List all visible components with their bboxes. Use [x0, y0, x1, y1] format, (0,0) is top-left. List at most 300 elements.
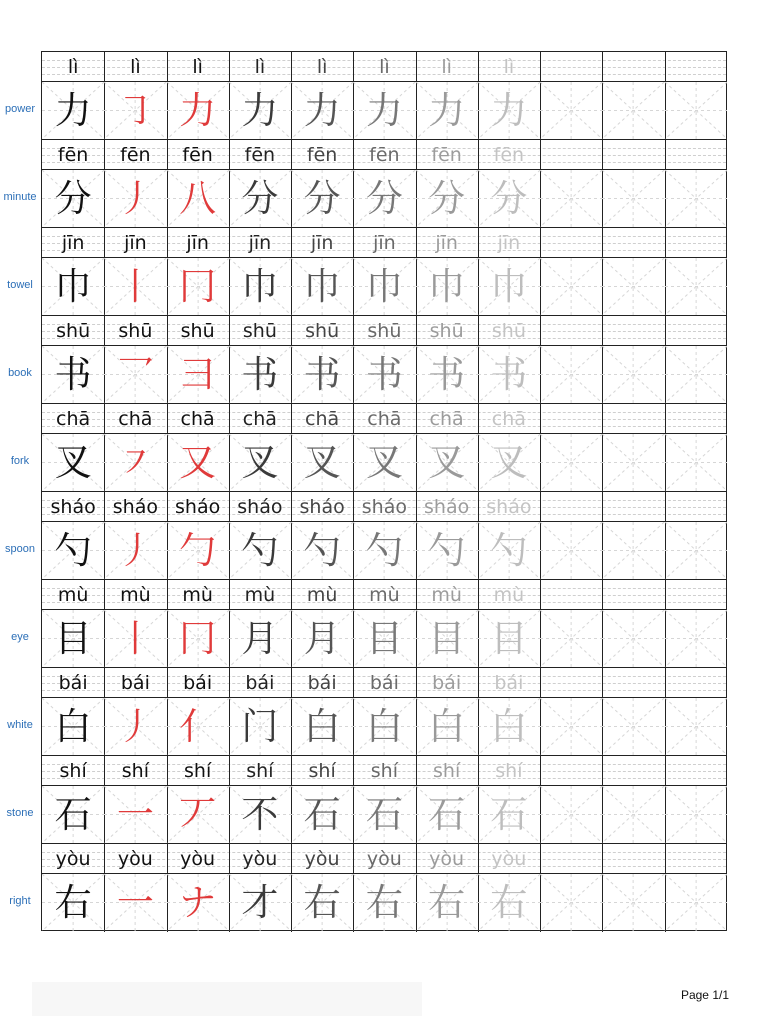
- stroke-step: 力: [241, 89, 279, 132]
- stroke-step-cell: [291, 874, 353, 931]
- meaning-label: power: [5, 102, 35, 115]
- stroke-step-cell: [416, 346, 478, 403]
- stroke-step: 月: [303, 617, 341, 660]
- pinyin-empty: [540, 668, 602, 698]
- pinyin-text: shū: [305, 320, 340, 342]
- pinyin-text: shí: [495, 760, 523, 782]
- practice-grid: [41, 51, 727, 931]
- pinyin-empty: [602, 492, 664, 522]
- practice-empty-cell: [665, 258, 727, 315]
- model-character: 目: [54, 617, 92, 660]
- stroke-step: 分: [303, 177, 341, 220]
- meaning-label: stone: [6, 806, 34, 819]
- pinyin-text: shū: [118, 320, 153, 342]
- char-row: [42, 404, 726, 492]
- stroke-step-cell: [353, 874, 415, 931]
- pinyin-text: sháo: [424, 496, 470, 518]
- stroke-step: ⺕: [179, 353, 217, 396]
- stroke-step-cell: [291, 258, 353, 315]
- model-character-cell: [42, 434, 104, 491]
- pinyin-text: mù: [493, 584, 525, 606]
- pinyin-text: yòu: [242, 848, 278, 870]
- tianzi-guide: [540, 874, 602, 931]
- model-character-cell: [42, 786, 104, 843]
- pinyin-text: shí: [308, 760, 336, 782]
- stroke-step: 书: [303, 353, 341, 396]
- stroke-step: 白: [428, 705, 466, 748]
- pinyin-empty: [665, 844, 727, 874]
- pinyin-text: lì: [441, 56, 452, 78]
- pinyin-empty: [602, 756, 664, 786]
- pinyin-text: jīn: [497, 232, 521, 254]
- pinyin-text: mù: [369, 584, 400, 606]
- pinyin-text: shū: [56, 320, 91, 342]
- stroke-step-cell: [478, 874, 540, 931]
- stroke-step: 叉: [428, 441, 466, 484]
- pinyin-empty: [540, 844, 602, 874]
- stroke-step-cell: [478, 258, 540, 315]
- pinyin-empty: [540, 756, 602, 786]
- pinyin-empty: [602, 316, 664, 346]
- char-row: [42, 844, 726, 932]
- stroke-step: 勺: [428, 529, 466, 572]
- pinyin-text: shū: [367, 320, 402, 342]
- stroke-step: 石: [303, 793, 341, 836]
- pinyin-text: fēn: [431, 144, 462, 166]
- stroke-step: 右: [428, 881, 466, 924]
- model-character: 右: [54, 881, 92, 924]
- stroke-step-cell: [353, 82, 415, 139]
- stroke-step-cell: [104, 82, 166, 139]
- stroke-step-cell: [416, 610, 478, 667]
- stroke-step-cell: [478, 82, 540, 139]
- pinyin-text: lì: [254, 56, 266, 78]
- pinyin-text: bái: [183, 672, 213, 694]
- page-number: Page 1/1: [680, 988, 729, 1002]
- pinyin-empty: [540, 228, 602, 258]
- pinyin-text: fēn: [57, 144, 89, 166]
- tianzi-guide: [665, 170, 727, 227]
- pinyin-text: yòu: [491, 848, 527, 870]
- pinyin-empty: [665, 228, 727, 258]
- pinyin-empty: [665, 140, 727, 170]
- stroke-step: 目: [490, 617, 528, 660]
- tianzi-guide: [665, 82, 727, 139]
- pinyin-empty: [540, 140, 602, 170]
- stroke-step: 分: [490, 177, 528, 220]
- tianzi-guide: [540, 522, 602, 579]
- stroke-step: 不: [241, 793, 279, 836]
- tianzi-guide: [602, 698, 664, 755]
- stroke-step-cell: [478, 522, 540, 579]
- pinyin-text: bái: [432, 672, 462, 694]
- stroke-step: 白: [365, 705, 403, 748]
- footer-blank-area: [32, 982, 422, 1016]
- stroke-step-cell: [291, 786, 353, 843]
- model-character-cell: [42, 698, 104, 755]
- tianzi-guide: [540, 346, 602, 403]
- stroke-step: 书: [241, 353, 279, 396]
- tianzi-guide: [602, 786, 664, 843]
- practice-empty-cell: [602, 170, 664, 227]
- practice-empty-cell: [540, 522, 602, 579]
- pinyin-empty: [602, 580, 664, 610]
- pinyin-text: mù: [57, 584, 89, 606]
- pinyin-text: shí: [246, 760, 274, 782]
- model-character-cell: [42, 258, 104, 315]
- pinyin-text: lì: [316, 56, 328, 78]
- tianzi-guide: [540, 698, 602, 755]
- stroke-step-cell: [167, 82, 229, 139]
- tianzi-guide: [665, 258, 727, 315]
- pinyin-text: sháo: [175, 496, 221, 518]
- model-character-cell: [42, 522, 104, 579]
- stroke-step-cell: [478, 610, 540, 667]
- stroke-step: 丿: [116, 705, 154, 748]
- stroke-step-cell: [167, 786, 229, 843]
- stroke-step-cell: [416, 434, 478, 491]
- pinyin-text: chā: [429, 408, 464, 430]
- stroke-step: 一: [116, 881, 154, 924]
- stroke-step-cell: [416, 82, 478, 139]
- model-character-cell: [42, 170, 104, 227]
- meaning-label: book: [8, 366, 32, 379]
- model-character-cell: [42, 82, 104, 139]
- model-character: 石: [54, 793, 92, 836]
- pinyin-empty: [602, 844, 664, 874]
- stroke-step-cell: [478, 786, 540, 843]
- practice-empty-cell: [665, 522, 727, 579]
- pinyin-text: fēn: [120, 144, 151, 166]
- stroke-step: 一: [116, 793, 154, 836]
- stroke-step: 才: [241, 881, 279, 924]
- stroke-step-cell: [416, 698, 478, 755]
- meaning-label: fork: [10, 454, 30, 467]
- model-character: 书: [54, 353, 92, 396]
- practice-empty-cell: [665, 82, 727, 139]
- stroke-step-cell: [291, 522, 353, 579]
- pinyin-text: shū: [429, 320, 464, 342]
- stroke-step: 力: [365, 89, 403, 132]
- model-character: 白: [54, 705, 92, 748]
- practice-empty-cell: [665, 786, 727, 843]
- pinyin-empty: [665, 756, 727, 786]
- pinyin-text: chā: [491, 408, 526, 430]
- stroke-step-cell: [104, 698, 166, 755]
- stroke-step: 丆: [179, 793, 217, 836]
- pinyin-text: chā: [180, 408, 215, 430]
- model-character: 叉: [54, 441, 92, 484]
- pinyin-text: fēn: [369, 144, 400, 166]
- stroke-step: 巾: [241, 265, 279, 308]
- stroke-step: 分: [241, 177, 279, 220]
- practice-empty-cell: [602, 346, 664, 403]
- stroke-step: 勺: [241, 529, 279, 572]
- meaning-label: white: [7, 718, 33, 731]
- stroke-step-cell: [229, 434, 291, 491]
- stroke-step-cell: [229, 874, 291, 931]
- practice-empty-cell: [602, 698, 664, 755]
- stroke-step: 丿: [116, 177, 154, 220]
- stroke-step-cell: [229, 82, 291, 139]
- char-row: [42, 580, 726, 668]
- pinyin-text: sháo: [112, 496, 158, 518]
- stroke-step: 力: [303, 89, 341, 132]
- stroke-step: 叉: [490, 441, 528, 484]
- stroke-step-cell: [229, 170, 291, 227]
- meaning-label: eye: [11, 630, 29, 643]
- pinyin-empty: [665, 492, 727, 522]
- practice-empty-cell: [665, 346, 727, 403]
- pinyin-text: bái: [245, 672, 275, 694]
- stroke-step: ㇆: [116, 89, 154, 132]
- model-character-cell: [42, 874, 104, 931]
- stroke-step: 叉: [303, 441, 341, 484]
- tianzi-guide: [602, 874, 664, 931]
- tianzi-guide: [540, 434, 602, 491]
- stroke-step-cell: [478, 434, 540, 491]
- pinyin-empty: [602, 228, 664, 258]
- stroke-step: 勺: [490, 529, 528, 572]
- pinyin-text: jīn: [310, 232, 334, 254]
- stroke-step: 石: [365, 793, 403, 836]
- practice-empty-cell: [602, 874, 664, 931]
- pinyin-text: fēn: [182, 144, 213, 166]
- char-row: [42, 492, 726, 580]
- stroke-step: 书: [490, 353, 528, 396]
- practice-empty-cell: [540, 258, 602, 315]
- tianzi-guide: [540, 786, 602, 843]
- stroke-step-cell: [416, 786, 478, 843]
- tianzi-guide: [602, 346, 664, 403]
- tianzi-guide: [665, 346, 727, 403]
- practice-empty-cell: [540, 874, 602, 931]
- pinyin-empty: [665, 580, 727, 610]
- stroke-step: 力: [179, 89, 217, 132]
- stroke-step: 丿: [116, 529, 154, 572]
- practice-empty-cell: [602, 434, 664, 491]
- practice-empty-cell: [540, 698, 602, 755]
- stroke-step: 分: [428, 177, 466, 220]
- stroke-step: ナ: [179, 881, 217, 924]
- pinyin-text: jīn: [186, 232, 209, 254]
- stroke-step-cell: [167, 258, 229, 315]
- practice-empty-cell: [540, 346, 602, 403]
- pinyin-text: shū: [180, 320, 215, 342]
- pinyin-text: bái: [307, 672, 337, 694]
- practice-empty-cell: [665, 170, 727, 227]
- pinyin-empty: [540, 316, 602, 346]
- tianzi-guide: [540, 170, 602, 227]
- stroke-step-cell: [229, 698, 291, 755]
- pinyin-text: sháo: [237, 496, 283, 518]
- stroke-step: 白: [303, 705, 341, 748]
- meaning-label: minute: [3, 190, 37, 203]
- stroke-step-cell: [416, 522, 478, 579]
- meaning-label: towel: [7, 278, 33, 291]
- stroke-step-cell: [353, 610, 415, 667]
- stroke-step: 石: [428, 793, 466, 836]
- pinyin-text: yòu: [429, 848, 465, 870]
- stroke-step-cell: [353, 522, 415, 579]
- stroke-step-cell: [291, 170, 353, 227]
- pinyin-text: yòu: [180, 848, 216, 870]
- pinyin-text: bái: [120, 672, 150, 694]
- stroke-step: 丨: [116, 265, 154, 308]
- pinyin-text: chā: [242, 408, 277, 430]
- stroke-step-cell: [167, 698, 229, 755]
- stroke-step: 分: [365, 177, 403, 220]
- meaning-label: spoon: [5, 542, 35, 555]
- stroke-step-cell: [167, 874, 229, 931]
- char-row: [42, 228, 726, 316]
- pinyin-empty: [540, 492, 602, 522]
- stroke-step: 书: [365, 353, 403, 396]
- pinyin-text: mù: [244, 584, 276, 606]
- stroke-step-cell: [416, 874, 478, 931]
- stroke-step: 右: [365, 881, 403, 924]
- pinyin-text: jīn: [124, 232, 147, 254]
- pinyin-empty: [602, 140, 664, 170]
- pinyin-text: mù: [120, 584, 151, 606]
- tianzi-guide: [602, 434, 664, 491]
- pinyin-text: shū: [242, 320, 277, 342]
- practice-empty-cell: [602, 82, 664, 139]
- pinyin-text: chā: [367, 408, 402, 430]
- stroke-step: ㇇: [116, 441, 154, 484]
- pinyin-text: shí: [184, 760, 212, 782]
- char-row: [42, 756, 726, 844]
- stroke-step: 亻: [179, 705, 217, 748]
- practice-empty-cell: [665, 698, 727, 755]
- pinyin-text: mù: [306, 584, 338, 606]
- pinyin-text: jīn: [248, 232, 272, 254]
- practice-empty-cell: [602, 522, 664, 579]
- stroke-step-cell: [104, 874, 166, 931]
- tianzi-guide: [602, 610, 664, 667]
- stroke-step-cell: [229, 610, 291, 667]
- pinyin-empty: [665, 52, 727, 82]
- pinyin-text: lì: [503, 56, 515, 78]
- model-character: 巾: [54, 265, 92, 308]
- tianzi-guide: [665, 522, 727, 579]
- stroke-step-cell: [104, 434, 166, 491]
- practice-empty-cell: [540, 610, 602, 667]
- char-row: [42, 52, 726, 140]
- stroke-step-cell: [229, 522, 291, 579]
- practice-empty-cell: [602, 610, 664, 667]
- pinyin-text: yòu: [117, 848, 153, 870]
- char-row: [42, 140, 726, 228]
- tianzi-guide: [540, 258, 602, 315]
- practice-empty-cell: [602, 258, 664, 315]
- stroke-step-cell: [478, 346, 540, 403]
- stroke-step: 白: [490, 705, 528, 748]
- stroke-step-cell: [104, 522, 166, 579]
- pinyin-empty: [540, 580, 602, 610]
- pinyin-text: bái: [494, 672, 524, 694]
- stroke-step: 叉: [365, 441, 403, 484]
- stroke-step-cell: [167, 610, 229, 667]
- stroke-step: 目: [365, 617, 403, 660]
- stroke-step-cell: [416, 258, 478, 315]
- tianzi-guide: [665, 874, 727, 931]
- practice-empty-cell: [602, 786, 664, 843]
- stroke-step: 门: [241, 705, 279, 748]
- stroke-step: 巾: [490, 265, 528, 308]
- pinyin-text: jīn: [61, 232, 85, 254]
- stroke-step-cell: [291, 434, 353, 491]
- stroke-step: 巾: [365, 265, 403, 308]
- stroke-step: 巾: [428, 265, 466, 308]
- pinyin-text: sháo: [361, 496, 407, 518]
- stroke-step-cell: [353, 346, 415, 403]
- tianzi-guide: [602, 82, 664, 139]
- practice-empty-cell: [665, 610, 727, 667]
- pinyin-empty: [540, 404, 602, 434]
- pinyin-text: yòu: [304, 848, 340, 870]
- stroke-step-cell: [104, 346, 166, 403]
- stroke-step-cell: [229, 786, 291, 843]
- pinyin-text: bái: [58, 672, 88, 694]
- stroke-step: 右: [490, 881, 528, 924]
- pinyin-text: sháo: [486, 496, 532, 518]
- pinyin-text: yòu: [55, 848, 91, 870]
- stroke-step-cell: [353, 258, 415, 315]
- stroke-step: 目: [428, 617, 466, 660]
- stroke-step: 勹: [179, 529, 217, 572]
- tianzi-guide: [665, 786, 727, 843]
- stroke-step: 月: [241, 617, 279, 660]
- practice-empty-cell: [540, 170, 602, 227]
- tianzi-guide: [665, 610, 727, 667]
- pinyin-empty: [602, 404, 664, 434]
- stroke-step-cell: [104, 170, 166, 227]
- pinyin-text: fēn: [244, 144, 276, 166]
- stroke-step: 丨: [116, 617, 154, 660]
- pinyin-text: mù: [431, 584, 462, 606]
- practice-empty-cell: [665, 874, 727, 931]
- stroke-step-cell: [291, 82, 353, 139]
- stroke-step: 又: [179, 441, 217, 484]
- pinyin-empty: [540, 52, 602, 82]
- pinyin-text: chā: [118, 408, 153, 430]
- pinyin-text: fēn: [493, 144, 525, 166]
- pinyin-empty: [665, 316, 727, 346]
- stroke-step: 叉: [241, 441, 279, 484]
- stroke-step-cell: [104, 258, 166, 315]
- stroke-step-cell: [353, 170, 415, 227]
- stroke-step-cell: [478, 698, 540, 755]
- stroke-step: 右: [303, 881, 341, 924]
- model-character: 勺: [54, 529, 92, 572]
- meaning-label: right: [9, 894, 31, 907]
- pinyin-text: yòu: [366, 848, 402, 870]
- stroke-step-cell: [353, 698, 415, 755]
- pinyin-text: bái: [369, 672, 399, 694]
- pinyin-text: chā: [305, 408, 340, 430]
- stroke-step-cell: [291, 346, 353, 403]
- stroke-step: 勺: [365, 529, 403, 572]
- tianzi-guide: [540, 82, 602, 139]
- stroke-step: 冂: [179, 265, 217, 308]
- practice-empty-cell: [665, 434, 727, 491]
- stroke-step-cell: [167, 522, 229, 579]
- practice-empty-cell: [540, 786, 602, 843]
- pinyin-text: shí: [370, 760, 398, 782]
- stroke-step-cell: [104, 610, 166, 667]
- tianzi-guide: [665, 434, 727, 491]
